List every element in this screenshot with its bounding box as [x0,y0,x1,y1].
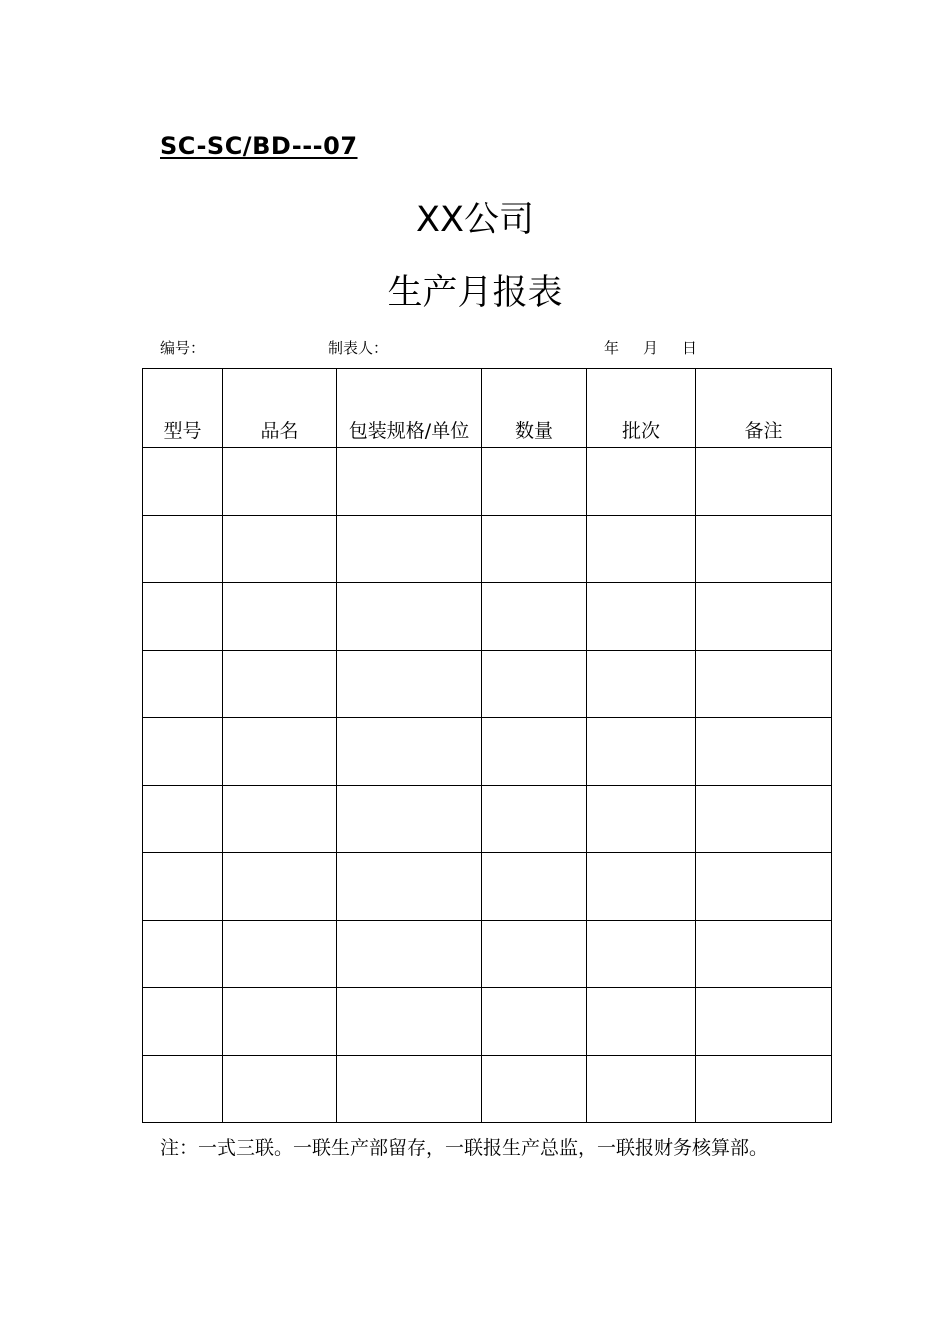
day-label: 日 [682,339,698,357]
table-cell-remarks[interactable] [696,785,832,853]
table-cell-quantity[interactable] [482,718,587,786]
table-cell-remarks[interactable] [696,448,832,516]
table-cell-batch[interactable] [587,448,696,516]
table-cell-model[interactable] [143,515,223,583]
table-cell-product-name[interactable] [223,988,337,1056]
maker-label: 制表人： [328,339,389,357]
table-cell-model[interactable] [143,785,223,853]
table-row [143,988,832,1056]
table-cell-batch[interactable] [587,1055,696,1123]
table-cell-quantity[interactable] [482,988,587,1056]
table-cell-model[interactable] [143,853,223,921]
table-cell-package-spec[interactable] [337,583,482,651]
table-cell-model[interactable] [143,1055,223,1123]
company-name: XX公司 [416,200,534,240]
table-cell-remarks[interactable] [696,583,832,651]
year-label: 年 [604,339,620,357]
column-header-batch: 批次 [587,369,696,448]
table-cell-product-name[interactable] [223,920,337,988]
table-cell-batch[interactable] [587,650,696,718]
table-cell-model[interactable] [143,718,223,786]
table-cell-package-spec[interactable] [337,448,482,516]
table-cell-product-name[interactable] [223,785,337,853]
table-cell-remarks[interactable] [696,515,832,583]
table-row [143,583,832,651]
table-cell-batch[interactable] [587,920,696,988]
table-cell-quantity[interactable] [482,785,587,853]
table-cell-batch[interactable] [587,515,696,583]
table-cell-model[interactable] [143,583,223,651]
table-cell-product-name[interactable] [223,1055,337,1123]
table-cell-quantity[interactable] [482,448,587,516]
table-cell-product-name[interactable] [223,448,337,516]
column-header-quantity: 数量 [482,369,587,448]
table-cell-quantity[interactable] [482,1055,587,1123]
table-cell-package-spec[interactable] [337,1055,482,1123]
table-row [143,920,832,988]
table-row [143,515,832,583]
table-cell-product-name[interactable] [223,515,337,583]
table-cell-batch[interactable] [587,853,696,921]
table-cell-product-name[interactable] [223,853,337,921]
table-row [143,718,832,786]
table-cell-product-name[interactable] [223,718,337,786]
table-cell-batch[interactable] [587,785,696,853]
table-cell-batch[interactable] [587,583,696,651]
table-cell-model[interactable] [143,988,223,1056]
table-cell-product-name[interactable] [223,583,337,651]
report-table [142,368,832,1123]
table-cell-quantity[interactable] [482,853,587,921]
table-cell-quantity[interactable] [482,650,587,718]
table-row [143,650,832,718]
table-cell-model[interactable] [143,448,223,516]
table-cell-remarks[interactable] [696,718,832,786]
column-header-remarks: 备注 [696,369,832,448]
table-cell-model[interactable] [143,920,223,988]
table-cell-model[interactable] [143,650,223,718]
table-row [143,1055,832,1123]
table-cell-package-spec[interactable] [337,650,482,718]
table-cell-quantity[interactable] [482,583,587,651]
table-cell-package-spec[interactable] [337,785,482,853]
table-cell-package-spec[interactable] [337,920,482,988]
table-row [143,448,832,516]
table-cell-batch[interactable] [587,718,696,786]
table-cell-quantity[interactable] [482,920,587,988]
table-cell-remarks[interactable] [696,853,832,921]
table-cell-remarks[interactable] [696,650,832,718]
report-title: 生产月报表 [387,273,563,313]
table-cell-remarks[interactable] [696,1055,832,1123]
footer-note: 注：一式三联。一联生产部留存，一联报生产总监，一联报财务核算部。 [160,1137,769,1159]
table-row [143,785,832,853]
table-cell-remarks[interactable] [696,920,832,988]
column-header-product-name: 品名 [223,369,337,448]
table-cell-package-spec[interactable] [337,515,482,583]
table-row [143,853,832,921]
column-header-model: 型号 [143,369,223,448]
table-cell-batch[interactable] [587,988,696,1056]
table-cell-package-spec[interactable] [337,988,482,1056]
date-labels [604,337,697,358]
table-body [143,448,832,1123]
number-label: 编号： [160,339,206,357]
document-code: SC-SC/BD---07 [160,132,358,160]
column-header-package-spec: 包装规格/单位 [337,369,482,448]
table-cell-package-spec[interactable] [337,718,482,786]
table-cell-package-spec[interactable] [337,853,482,921]
table-header-row [143,369,832,448]
table-cell-remarks[interactable] [696,988,832,1056]
month-label: 月 [643,339,659,357]
table-cell-product-name[interactable] [223,650,337,718]
table-cell-quantity[interactable] [482,515,587,583]
